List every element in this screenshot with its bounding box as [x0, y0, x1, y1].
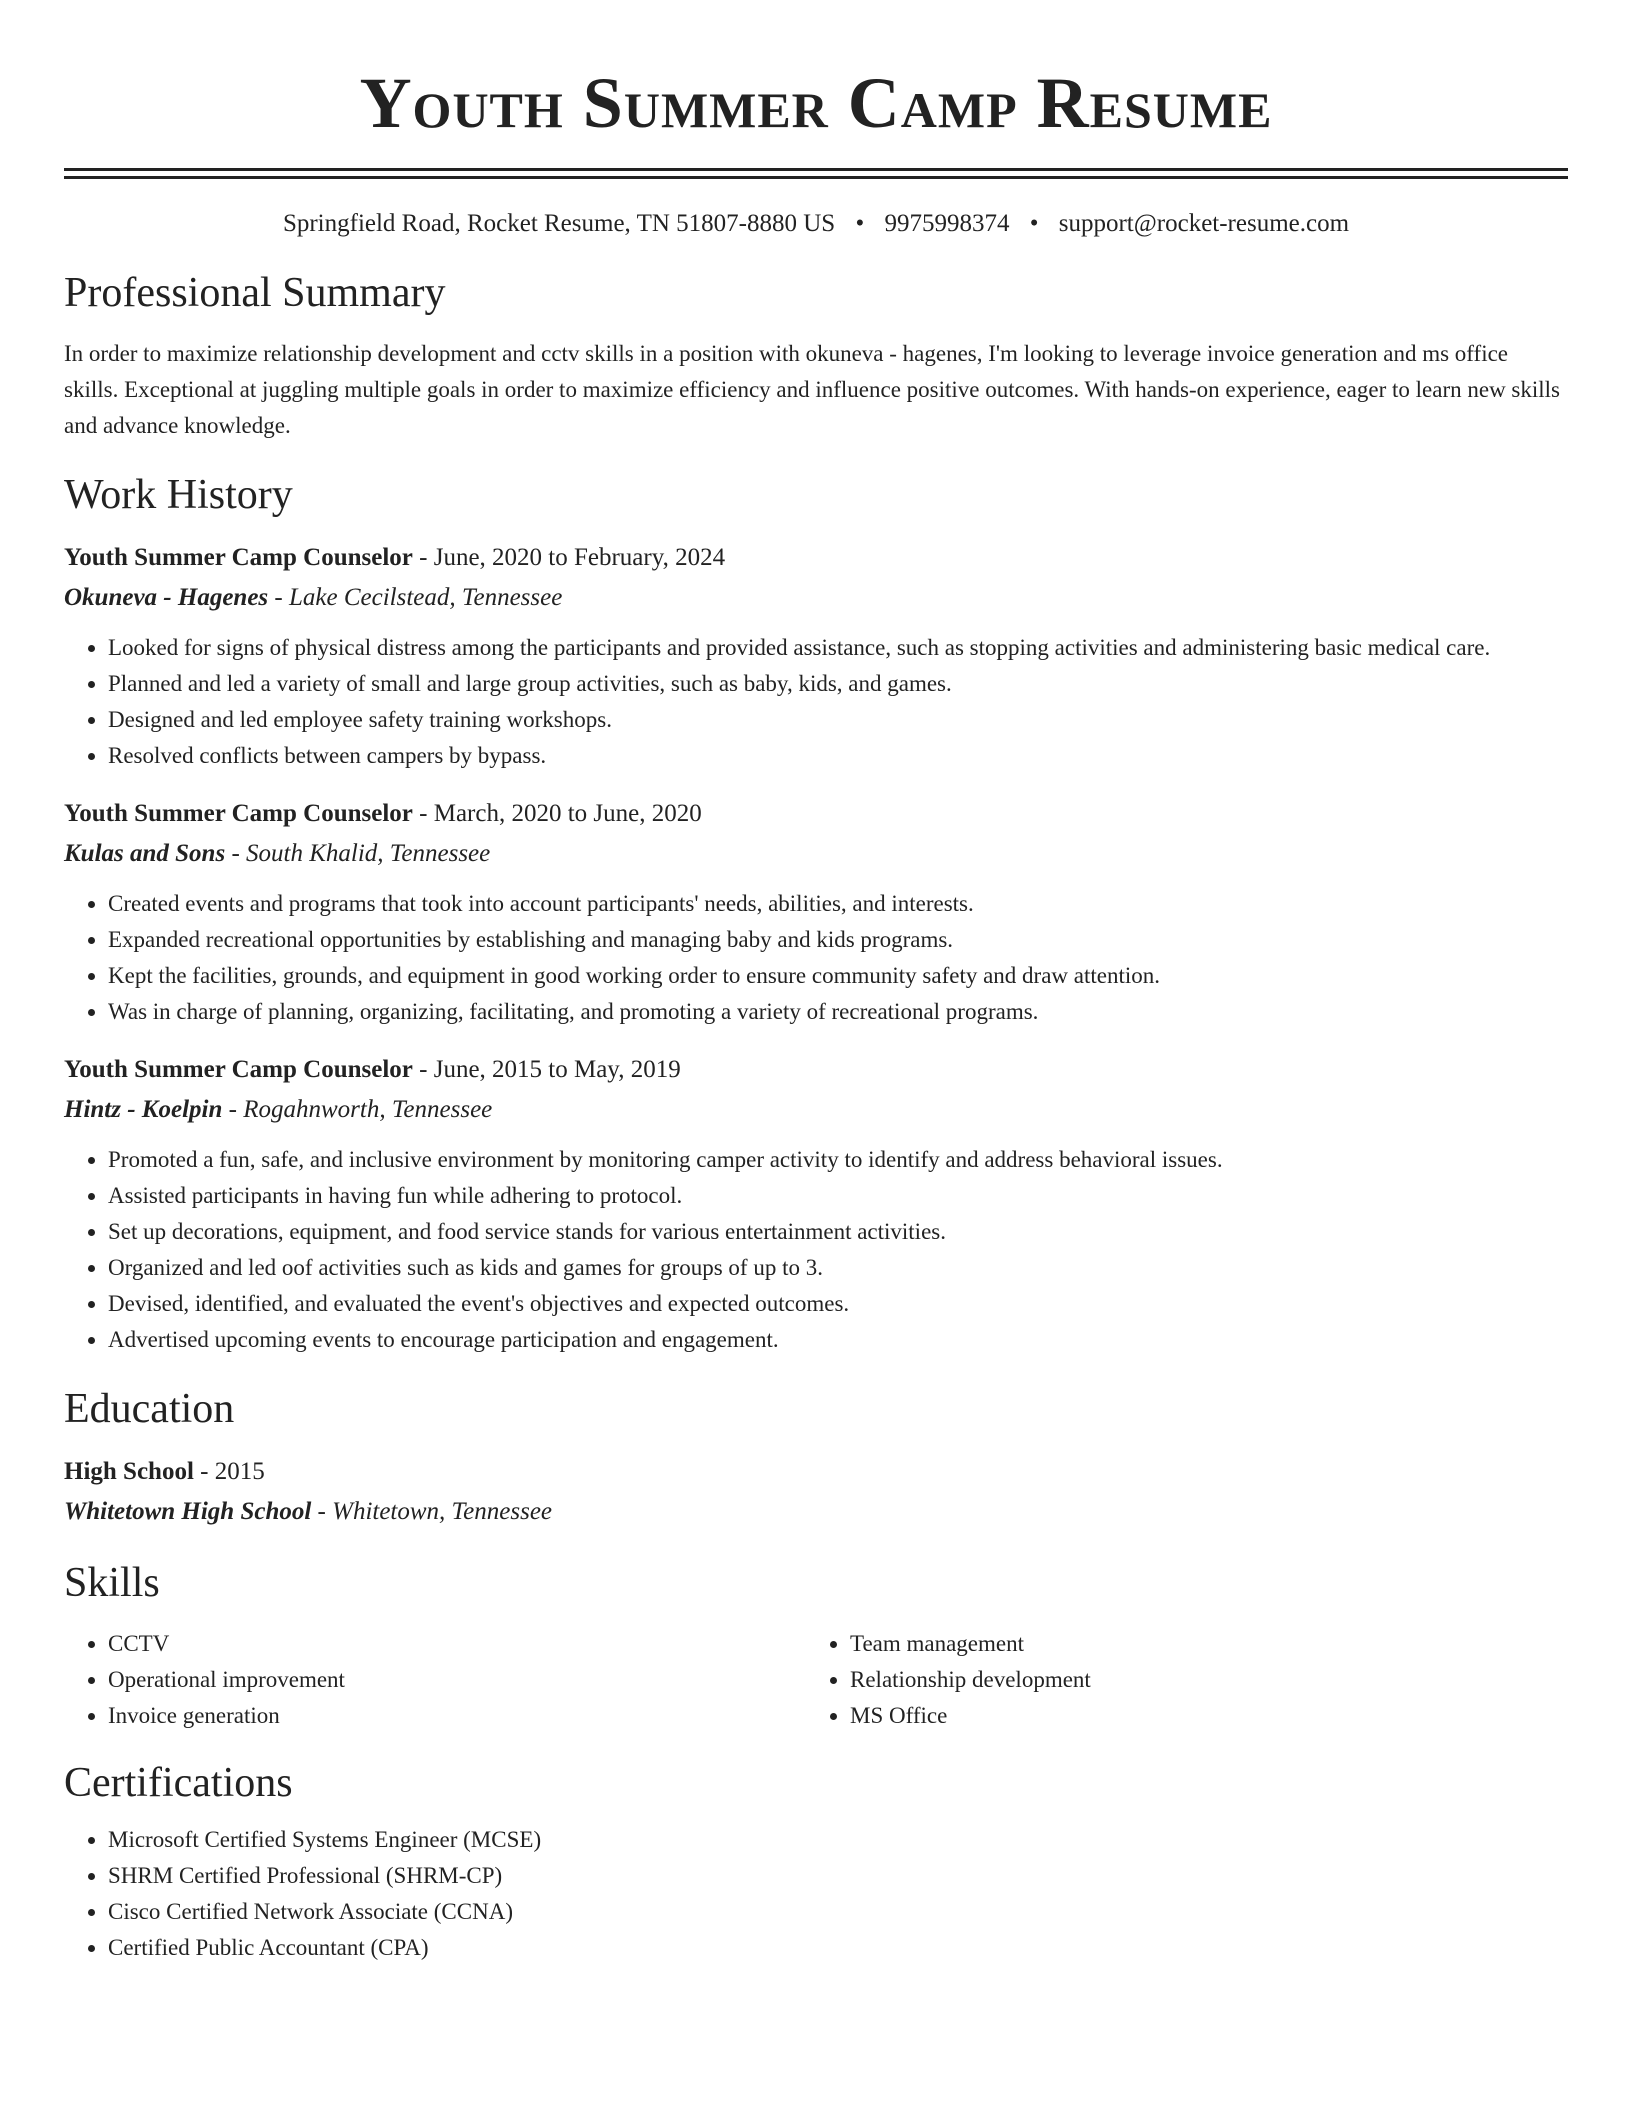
skill-item: • CCTV — [108, 1626, 806, 1662]
job-bullets — [64, 886, 1568, 1030]
certifications-list — [64, 1822, 1568, 1966]
education-year: - 2015 — [193, 1458, 265, 1485]
summary-heading: Professional Summary — [64, 270, 446, 316]
education-school: Whitetown High School — [64, 1498, 312, 1525]
certification-item: • Cisco Certified Network Associate (CCNA) — [108, 1894, 1568, 1930]
list-item: • Resolved conflicts between campers by bypass. — [108, 738, 1568, 774]
contact-phone: 9975998374 — [884, 210, 1010, 237]
list-item: • Was in charge of planning, organizing, facilitating, and promoting a variety of recreational programs. — [108, 994, 1568, 1030]
job-company: Okuneva - Hagenes — [64, 584, 269, 611]
job-role: Youth Summer Camp Counselor — [64, 544, 413, 571]
list-item: • Created events and programs that took into account participants' needs, abilities, and interests. — [108, 886, 1568, 922]
list-item: • Looked for signs of physical distress among the participants and provided assistance, such as stopping activities and administering basic medical care. — [108, 630, 1568, 666]
list-item: • Designed and led employee safety training workshops. — [108, 702, 1568, 738]
skill-item: • Relationship development — [850, 1662, 1548, 1698]
job-company: Hintz - Koelpin — [64, 1096, 223, 1123]
resume-title: Youth Summer Camp Resume — [359, 63, 1273, 143]
certification-item: • Certified Public Accountant (CPA) — [108, 1930, 1568, 1966]
contact-separator: • — [1029, 210, 1039, 237]
summary-text: In order to maximize relationship development and cctv skills in a position with okuneva - hagenes, I'm looking to leverage invoice generation and ms office skills. Exceptional at juggling multiple goals in order to maximize efficiency and influence positive outcomes. With hands-on experience, eager to learn new skills and advance knowledge. — [64, 341, 1560, 438]
list-item: • Assisted participants in having fun while adhering to protocol. — [108, 1178, 1568, 1214]
job-entry — [64, 794, 1568, 1030]
skill-item: • MS Office — [850, 1698, 1548, 1734]
job-bullets — [64, 1142, 1568, 1358]
job-company-line — [64, 1090, 1568, 1130]
job-entry — [64, 1050, 1568, 1358]
list-item: • Advertised upcoming events to encourage participation and engagement. — [108, 1322, 1568, 1358]
work-history-heading: Work History — [64, 472, 293, 518]
job-dates: - June, 2020 to February, 2024 — [412, 544, 726, 571]
contact-address: Springfield Road, Rocket Resume, TN 51807-8880 US — [282, 210, 836, 237]
skills-heading: Skills — [64, 1560, 160, 1606]
skills-column-right — [806, 1626, 1548, 1734]
list-item: • Organized and led oof activities such as kids and games for groups of up to 3. — [108, 1250, 1568, 1286]
job-company-line — [64, 578, 1568, 618]
job-role: Youth Summer Camp Counselor — [64, 800, 413, 827]
job-header — [64, 794, 1568, 834]
skills-column-left — [64, 1626, 806, 1734]
skills-grid — [64, 1626, 1568, 1734]
education-heading: Education — [64, 1386, 235, 1432]
job-company-line — [64, 834, 1568, 874]
job-dates: - June, 2015 to May, 2019 — [412, 1056, 681, 1083]
job-entry — [64, 538, 1568, 774]
job-company: Kulas and Sons — [64, 840, 226, 867]
contact-email: support@rocket-resume.com — [1058, 210, 1350, 237]
skill-item: • Operational improvement — [108, 1662, 806, 1698]
list-item: • Promoted a fun, safe, and inclusive environment by monitoring camper activity to identify and address behavioral issues. — [108, 1142, 1568, 1178]
contact-separator: • — [855, 210, 865, 237]
job-location: - Rogahnworth, Tennessee — [222, 1096, 493, 1123]
skill-item: • Team management — [850, 1626, 1548, 1662]
certification-item: • SHRM Certified Professional (SHRM-CP) — [108, 1858, 1568, 1894]
job-dates: - March, 2020 to June, 2020 — [412, 800, 702, 827]
certification-item: • Microsoft Certified Systems Engineer (MCSE) — [108, 1822, 1568, 1858]
skill-item: • Invoice generation — [108, 1698, 806, 1734]
education-degree-line — [64, 1452, 1568, 1492]
education-location: - Whitetown, Tennessee — [311, 1498, 553, 1525]
list-item: • Devised, identified, and evaluated the event's objectives and expected outcomes. — [108, 1286, 1568, 1322]
education-degree: High School — [64, 1458, 194, 1485]
job-location: - South Khalid, Tennessee — [225, 840, 491, 867]
list-item: • Set up decorations, equipment, and food service stands for various entertainment activities. — [108, 1214, 1568, 1250]
certifications-heading: Certifications — [64, 1760, 293, 1806]
job-header — [64, 538, 1568, 578]
job-header — [64, 1050, 1568, 1090]
job-role: Youth Summer Camp Counselor — [64, 1056, 413, 1083]
title-double-rule — [64, 168, 1568, 179]
education-school-line — [64, 1492, 1568, 1532]
list-item: • Planned and led a variety of small and large group activities, such as baby, kids, and games. — [108, 666, 1568, 702]
contact-line — [64, 208, 1568, 240]
list-item: • Kept the facilities, grounds, and equipment in good working order to ensure community safety and draw attention. — [108, 958, 1568, 994]
job-location: - Lake Cecilstead, Tennessee — [268, 584, 563, 611]
list-item: • Expanded recreational opportunities by establishing and managing baby and kids programs. — [108, 922, 1568, 958]
job-bullets — [64, 630, 1568, 774]
